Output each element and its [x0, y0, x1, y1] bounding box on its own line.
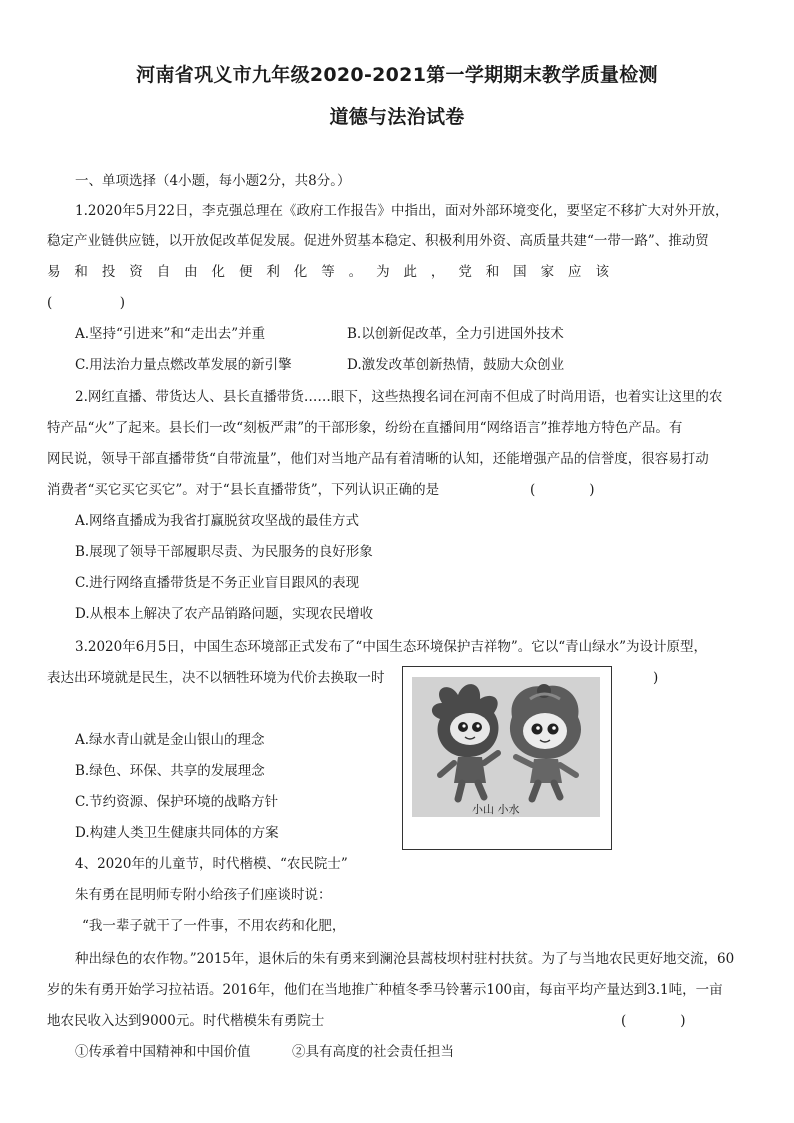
q1-option-c: C.用法治力量点燃改革发展的新引擎 [75, 357, 292, 373]
q1-line-3-char: ， [430, 264, 445, 280]
q1-line-3-char: 利 [266, 264, 280, 280]
section-heading: 一、单项选择（4小题，每小题2分，共8分。） [75, 173, 351, 189]
q1-line-3-char: 党 [458, 264, 472, 280]
mascot-picture [412, 677, 600, 817]
q1-line-3-char: 资 [129, 264, 143, 280]
q2-option-b: B.展现了领导干部履职尽责、为民服务的良好形象 [75, 544, 373, 560]
q1-line-3-char: 为 [376, 264, 390, 280]
q1-line-3-char: 投 [101, 264, 116, 280]
q3-option-d: D.构建人类卫生健康共同体的方案 [75, 825, 279, 841]
q4-answer-blank: ( ) [621, 1013, 686, 1029]
q4-line-4: 种出绿色的农作物。”2015年，退休后的朱有勇来到澜沧县蒿枝坝村驻村扶贫。为了与当地农民更好地交流，60 [75, 951, 735, 967]
q1-line-3-char: 和 [74, 264, 88, 280]
q1-line-3 [47, 263, 609, 281]
mascot-caption: 小山 小水 [472, 803, 520, 816]
q1-line-3-char: 等 [321, 264, 335, 280]
q3-close-paren: ) [653, 670, 659, 686]
q1-line-3-char: 易 [47, 264, 61, 280]
q2-option-d: D.从根本上解决了农产品销路问题，实现农民增收 [75, 606, 374, 622]
q1-line-3-char: 该 [595, 264, 609, 280]
q1-line-3-char: 国 [513, 264, 527, 280]
q3-option-a: A.绿水青山就是金山银山的理念 [75, 732, 265, 748]
q2-line-1: 2.网红直播、带货达人、县长直播带货……眼下，这些热搜名词在河南不但成了时尚用语，也着实让这里的农 [75, 389, 723, 405]
q3-line-2: 表达出环境就是民生，决不以牺牲环境为代价去换取一时 [47, 670, 385, 686]
exam-subtitle: 道德与法治试卷 [329, 106, 465, 128]
q1-line-3-char: 应 [568, 264, 582, 280]
q1-line-3-char: 便 [238, 264, 253, 280]
q2-option-c: C.进行网络直播带货是不务正业盲目跟风的表现 [75, 575, 360, 591]
q1-option-a: A.坚持“引进来”和“走出去”并重 [75, 326, 266, 342]
q1-line-3-char: 化 [211, 264, 226, 280]
q2-line-2: 特产品“火”了起来。县长们一改“刻板严肃”的干部形象，纷纷在直播间用“网络语言”推荐地方特色产品。有 [47, 420, 683, 436]
q1-option-b: B.以创新促改革，全力引进国外技术 [347, 326, 564, 342]
q4-line-6: 地农民收入达到9000元。时代楷模朱有勇院士 [47, 1013, 325, 1029]
q2-option-a: A.网络直播成为我省打赢脱贫攻坚战的最佳方式 [75, 513, 360, 529]
q3-line-1: 3.2020年6月5日，中国生态环境部正式发布了“中国生态环境保护吉祥物”。它以“青山绿水”为设计原型， [75, 639, 708, 655]
q1-line-3-char: 和 [485, 264, 500, 280]
q1-line-3-char: 化 [293, 264, 308, 280]
mascot-image-frame [402, 666, 612, 850]
q4-line-3: “我一辈子就干了一件事，不用农药和化肥， [82, 918, 346, 934]
q4-option-2: ②具有高度的社会责任担当 [292, 1044, 454, 1060]
q4-option-1: ①传承着中国精神和中国价值 [75, 1044, 251, 1060]
q2-answer-blank: ( ) [530, 482, 595, 498]
q1-line-3-char: 由 [184, 264, 198, 280]
q1-line-3-char: 自 [156, 264, 171, 280]
q1-line-3-char: 家 [540, 264, 555, 280]
exam-title: 河南省巩义市九年级2020-2021第一学期期末教学质量检测 [136, 64, 658, 86]
q3-option-c: C.节约资源、保护环境的战略方针 [75, 794, 279, 810]
q2-line-3: 网民说，领导干部直播带货“自带流量”，他们对当地产品有着清晰的认知，还能增强产品的信誉度，很容易打动 [47, 451, 709, 467]
q1-line-3-char: 。 [348, 264, 363, 280]
q2-line-4: 消费者“买它买它买它”。对于“县长直播带货”，下列认识正确的是 [47, 482, 440, 498]
q4-line-1: 4、2020年的儿童节，时代楷模、“农民院士” [75, 856, 348, 872]
q4-line-5: 岁的朱有勇开始学习拉祜语。2016年，他们在当地推广种植冬季马铃薯示100亩，每亩平均产量达到3.1吨，一亩 [47, 982, 723, 998]
q4-line-2: 朱有勇在昆明师专附小给孩子们座谈时说： [75, 887, 332, 903]
q1-line-3-char: 此 [403, 264, 417, 280]
q3-option-b: B.绿色、环保、共享的发展理念 [75, 763, 265, 779]
q1-option-d: D.激发改革创新热情，鼓励大众创业 [347, 357, 565, 373]
q1-line-2: 稳定产业链供应链，以开放促改革促发展。促进外贸基本稳定、积极利用外资、高质量共建“一带一路”、推动贸 [47, 233, 709, 249]
q1-answer-blank: ( ) [47, 295, 126, 311]
q1-line-1: 1.2020年5月22日，李克强总理在《政府工作报告》中指出，面对外部环境变化，要坚定不移扩大对外开放， [75, 203, 729, 219]
